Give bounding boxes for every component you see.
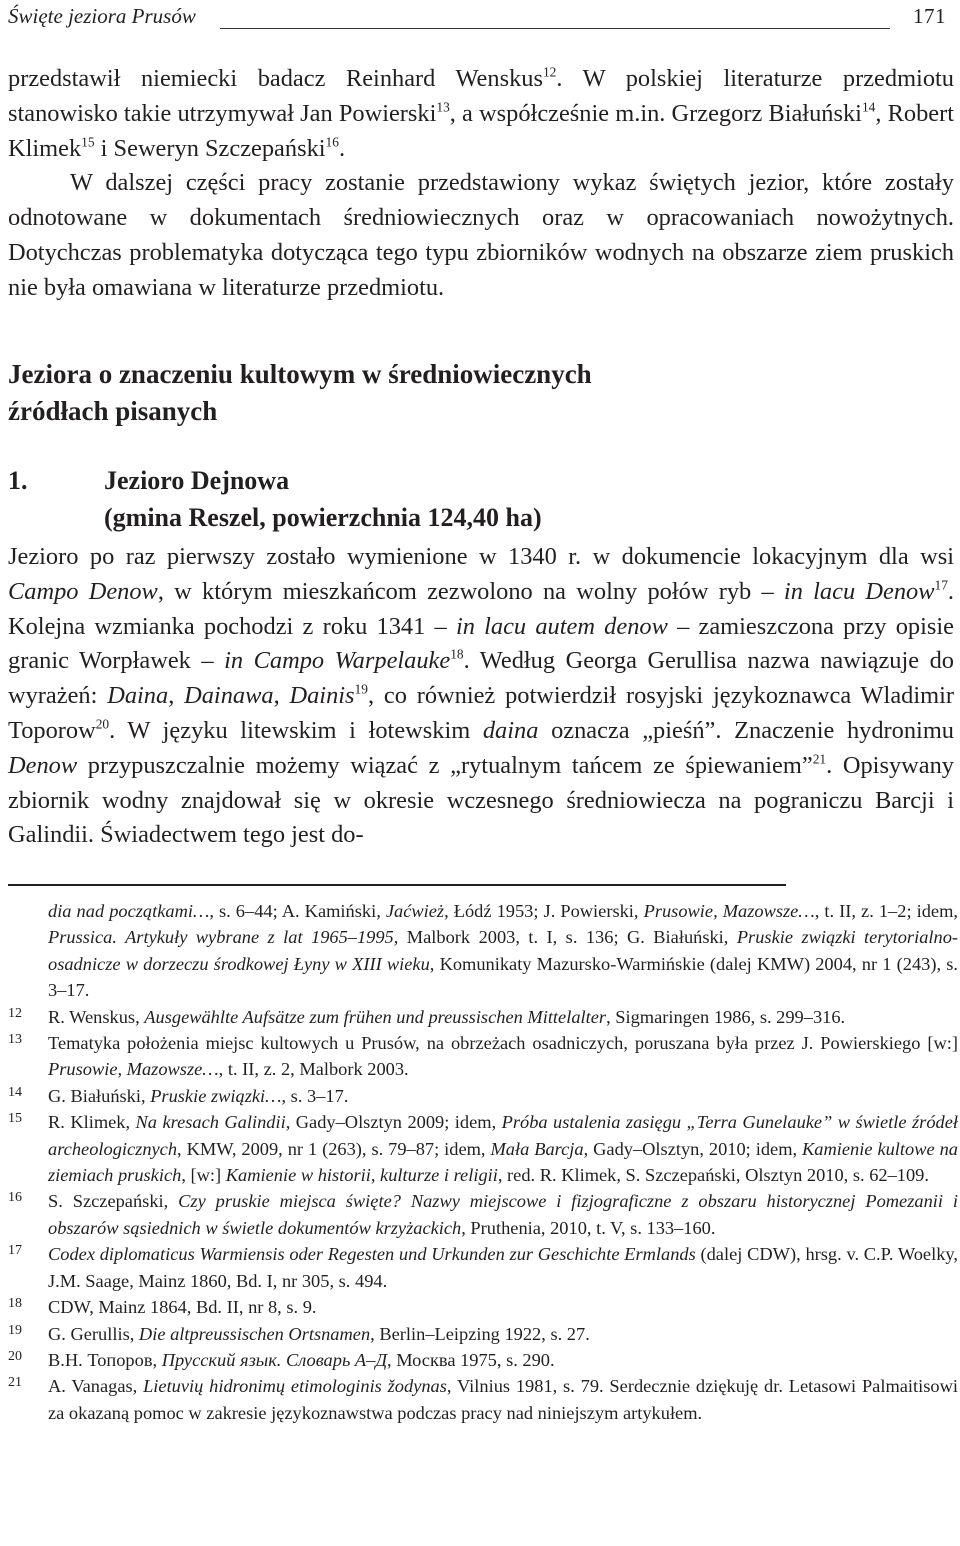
footnote-20: 20 В.Н. Топоров, Прусский язык. Словарь А–Д, Москва 1975, s. 290. (8, 1347, 958, 1373)
footnote-ref-12[interactable]: 12 (542, 64, 557, 80)
footnote-number: 17 (8, 1243, 22, 1259)
footnote-ref-14[interactable]: 14 (861, 99, 876, 115)
subsection-subtitle: (gmina Reszel, powierzchnia 124,40 ha) (104, 503, 542, 532)
footnote-ref-17[interactable]: 17 (934, 577, 948, 593)
subsection-title: Jezioro Dejnowa (104, 466, 290, 495)
subsection-number: 1. (8, 466, 28, 495)
intro-paragraph-1: przedstawił niemiecki badacz Reinhard Wenskus$^{12}$. W polskiej literaturze przedmiotu stanowisko takie utrzymywał Jan Powierski$^{13}$, a współcześnie m.in. Grzegorz Białuński$^{14}$, Robert Klimek$^{15}$ i Seweryn Szczepański$^{16}$. (8, 64, 954, 162)
main-text (8, 540, 954, 853)
running-title: Święte jeziora Prusów (8, 4, 196, 28)
subsection-heading (8, 462, 542, 536)
footnote-ref-19[interactable]: 19 (354, 681, 368, 697)
footnote-number: 14 (8, 1084, 22, 1100)
footnote-number: 16 (8, 1190, 22, 1206)
footnote-17: 17 Codex diplomaticus Warmiensis oder Regesten und Urkunden zur Geschichte Ermlands (dalej CDW), hrsg. v. C.P. Woelky, J.M. Saage, Mainz 1860, Bd. I, nr 305, s. 494. (8, 1241, 958, 1294)
page-header (8, 2, 952, 32)
footnote-12: 12 R. Wenskus, Ausgewählte Aufsätze zum frühen und preussischen Mittelalter, Sigmaringen 1986, s. 299–316. (8, 1004, 958, 1030)
footnote-15: 15 R. Klimek, Na kresach Galindii, Gady–Olsztyn 2009; idem, Próba ustalenia zasięgu „Terra Gunelauke” w świetle źródeł archeologicznych, KMW, 2009, nr 1 (263), s. 79–87; idem, Mała Barcja, Gady–Olsztyn, 2010; idem, Kamienie kultowe na ziemiach pruskich, [w:] Kamienie w historii, kulturze i religii, red. R. Klimek, S. Szczepański, Olsztyn 2010, s. 62–109. (8, 1109, 958, 1188)
footnote-number: 12 (8, 1005, 22, 1021)
footnote-ref-18[interactable]: 18 (450, 646, 464, 662)
section-heading-line-2: źródłach pisanych (8, 396, 218, 426)
header-rule (220, 28, 890, 29)
footnote-number: 19 (8, 1322, 22, 1338)
footnote-13: 13 Tematyka położenia miejsc kultowych u Prusów, na obrzeżach osadniczych, poruszana była przez J. Powierskiego [w:] Prusowie, Mazowsze…, t. II, z. 2, Malbork 2003. (8, 1030, 958, 1083)
footnote-continuation: dia nad początkami…, s. 6–44; A. Kamiński, Jaćwież, Łódź 1953; J. Powierski, Prusowie, Mazowsze…, t. II, z. 1–2; idem, Prussica. Artykuły wybrane z lat 1965–1995, Malbork 2003, t. I, s. 136; G. Białuński, Pruskie związki terytorialno-osadnicze w dorzeczu środkowej Łyny w XIII wieku, Komunikaty Mazursko-Warmińskie (dalej KMW) 2004, nr 1 (243), s. 3–17. (48, 901, 959, 1001)
footnote-ref-20[interactable]: 20 (95, 716, 110, 732)
footnote-ref-21[interactable]: 21 (812, 751, 827, 767)
footnote-ref-16[interactable]: 16 (325, 133, 339, 149)
footnote-rule (8, 884, 786, 886)
main-paragraph: Jezioro po raz pierwszy zostało wymienione w 1340 r. w dokumencie lokacyjnym dla wsi Campo Denow, w którym mieszkańcom zezwolono na wolny połów ryb – in lacu Denow$^{17}$. Kolejna wzmianka pochodzi z roku 1341 – in lacu autem denow – zamieszczona przy opisie granic Worpławek – in Campo Warpelauke$^{18}$. Według Georga Gerullisa nazwa nawiązuje do wyrażeń: Daina, Dainawa, Dainis$^{19}$, co również potwierdził rosyjski językoznawca Wladimir Toporow$^{20}$. W języku litewskim i łotewskim daina oznacza „pieśń”. Znaczenie hydronimu Denow przypuszczalnie możemy wiązać z „rytualnym tańcem ze śpiewaniem”$^{21}$. Opisywany zbiornik wodny znajdował się w okresie wczesnego średniowiecza na pograniczu Barcji i Galindii. Świadectwem tego jest do- (8, 543, 954, 849)
footnote-19: 19 G. Gerullis, Die altpreussischen Ortsnamen, Berlin–Leipzing 1922, s. 27. (8, 1321, 958, 1347)
section-heading (8, 356, 592, 430)
footnote-ref-13[interactable]: 13 (436, 99, 450, 115)
page-number: 171 (913, 4, 946, 28)
footnote-number: 21 (8, 1375, 22, 1391)
intro-text (8, 62, 954, 306)
footnote-number: 18 (8, 1296, 22, 1312)
section-heading-line-1: Jeziora o znaczeniu kultowym w średniowiecznych (8, 359, 592, 389)
footnote-number: 20 (8, 1348, 22, 1364)
footnote-number: 13 (8, 1032, 22, 1048)
footnote-16: 16 S. Szczepański, Czy pruskie miejsca święte? Nazwy miejscowe i fizjograficzne z obszaru historycznej Pomezanii i obszarów sąsiednich w świetle dokumentów krzyżackich, Pruthenia, 2010, t. V, s. 133–160. (8, 1188, 958, 1241)
footnote-ref-15[interactable]: 15 (81, 133, 95, 149)
footnote-14: 14 G. Białuński, Pruskie związki…, s. 3–17. (8, 1083, 958, 1109)
footnotes (8, 898, 958, 1426)
footnote-21: 21 A. Vanagas, Lietuvių hidronimų etimologinis žodynas, Vilnius 1981, s. 79. Serdecznie dziękuję dr. Letasowi Palmaitisowi za okazaną pomoc w zakresie językoznawstwa podczas pracy nad niniejszym artykułem. (8, 1373, 958, 1426)
intro-paragraph-2: W dalszej części pracy zostanie przedstawiony wykaz świętych jezior, które zostały odnotowane w dokumentach średniowiecznych oraz w opracowaniach nowożytnych. Dotychczas problematyka dotycząca tego typu zbiorników wodnych na obszarze ziem pruskich nie była omawiana w literaturze przedmiotu. (8, 169, 954, 301)
footnote-number: 15 (8, 1111, 22, 1127)
footnote-18: 18 CDW, Mainz 1864, Bd. II, nr 8, s. 9. (8, 1294, 958, 1320)
